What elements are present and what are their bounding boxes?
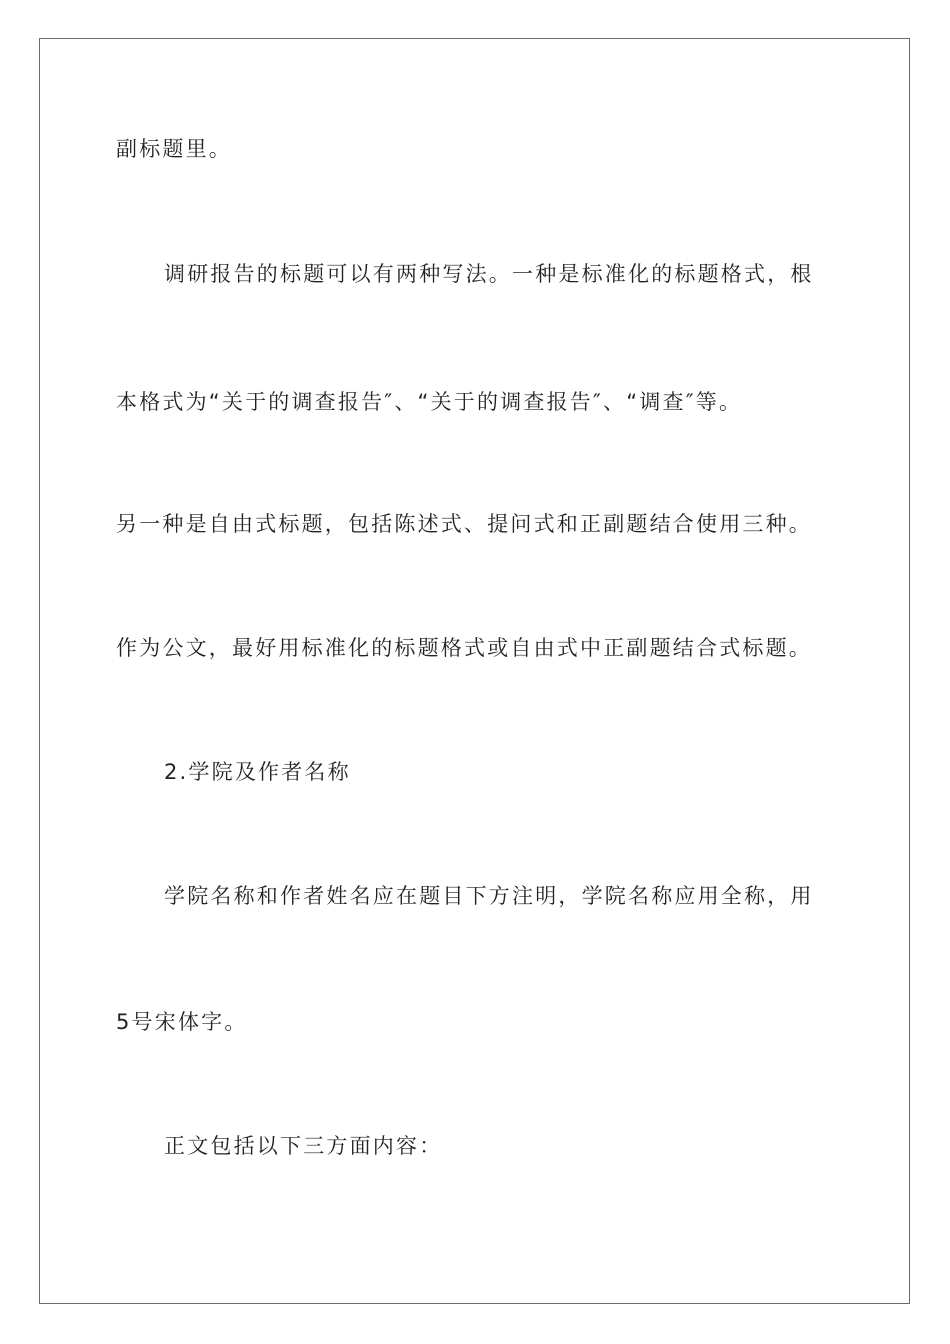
text-line: 副标题里。 [116,137,232,161]
paragraph-body-intro: 正文包括以下三方面内容： [164,1134,443,1158]
text-line: 作为公文，最好用标准化的标题格式或自由式中正副题结合式标题。 [116,636,812,660]
page-border [39,38,910,1304]
paragraph-college-author: 学院名称和作者姓名应在题目下方注明，学院名称应用全称，用 [164,884,814,908]
paragraph-title-formats: 调研报告的标题可以有两种写法。一种是标准化的标题格式，根 [164,262,814,286]
text-line: 另一种是自由式标题，包括陈述式、提问式和正副题结合使用三种。 [116,512,812,536]
section-heading: 2.学院及作者名称 [164,760,351,784]
text-line: 5号宋体字。 [116,1010,248,1034]
text-line: 本格式为“关于的调查报告″、“关于的调查报告″、“调查″等。 [116,390,743,414]
